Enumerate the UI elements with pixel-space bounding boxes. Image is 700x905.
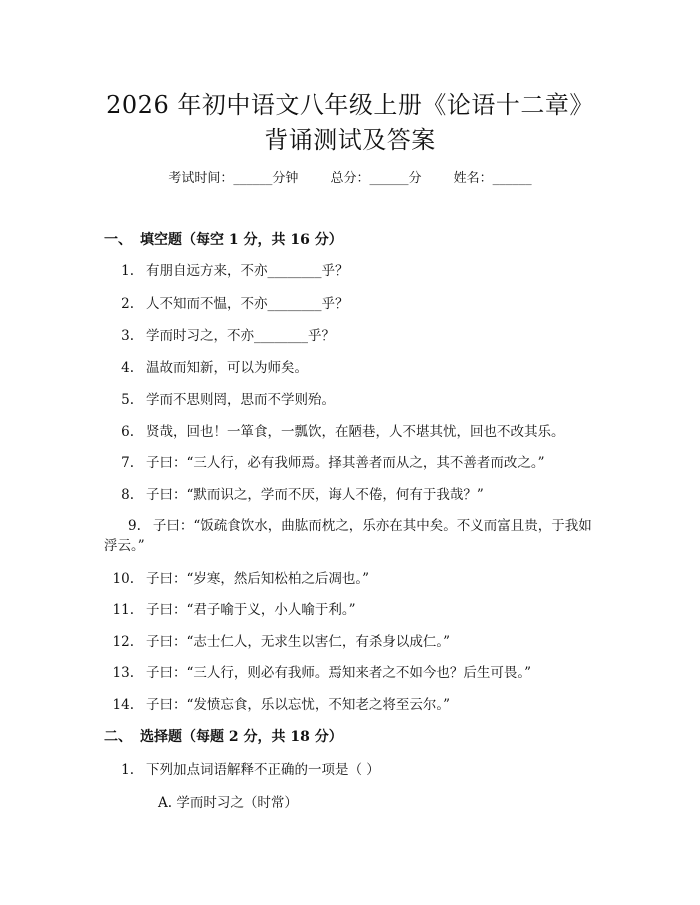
item-number: 1.	[121, 762, 134, 778]
list-item	[104, 422, 604, 442]
item-text: 子曰：“发愤忘食，乐以忘忧，不知老之将至云尔。”	[146, 697, 451, 713]
list-item	[104, 569, 604, 589]
item-text: 子曰：“志士仁人，无求生以害仁，有杀身以成仁。”	[146, 634, 451, 650]
item-text: 学而不思则罔，思而不学则殆。	[146, 392, 335, 408]
item-number: 2.	[121, 296, 134, 312]
item-number: 1.	[121, 263, 134, 279]
item-number: 14.	[112, 697, 134, 713]
item-text: 子曰：“默而识之，学而不厌，诲人不倦，何有于我哉？”	[146, 487, 484, 503]
list-item	[104, 453, 604, 473]
item-text: 人不知而不愠，不亦________乎？	[146, 296, 349, 312]
item-number: 9.	[128, 518, 141, 534]
item-number: 3.	[121, 328, 134, 344]
item-number: 11.	[112, 602, 134, 618]
item-text: 子曰：“三人行，则必有我师。焉知来者之不如今也？后生可畏。”	[146, 665, 532, 681]
item-number: 12.	[112, 634, 134, 650]
list-item	[104, 516, 604, 556]
list-item	[104, 294, 604, 314]
item-number: 8.	[121, 487, 134, 503]
item-number: 13.	[112, 665, 134, 681]
item-number: 4.	[121, 360, 134, 376]
section-heading-choice	[104, 727, 343, 747]
list-item	[104, 358, 604, 378]
item-text: 学而时习之，不亦________乎？	[146, 328, 335, 344]
list-item	[104, 760, 604, 780]
list-item	[104, 485, 604, 505]
list-item	[104, 600, 604, 620]
page-title-line-1: 2026 年初中语文八年级上册《论语十二章》	[106, 91, 594, 119]
section-label: 选择题（每题 2 分，共 18 分）	[140, 729, 343, 745]
item-number: 5.	[121, 392, 134, 408]
total-score-field: 总分：______分	[330, 171, 422, 186]
item-number: 6.	[121, 424, 134, 440]
item-text: 贤哉，回也！一箪食，一瓢饮，在陋巷，人不堪其忧，回也不改其乐。	[146, 424, 565, 440]
item-text: 子曰：“岁寒，然后知松柏之后凋也。”	[146, 571, 370, 587]
exam-time-field: 考试时间：______分钟	[168, 171, 299, 186]
item-text: 温故而知新，可以为师矣。	[146, 360, 308, 376]
list-item	[104, 390, 604, 410]
list-item	[104, 663, 604, 683]
list-item	[104, 632, 604, 652]
section-heading-fill	[104, 230, 343, 250]
section-number: 一、	[104, 232, 132, 248]
choice-option: A. 学而时习之（时常）	[158, 795, 298, 811]
item-text: 子曰：“饭疏食饮水，曲肱而枕之，乐亦在其中矣。不义而富且贵，于我如浮云。”	[104, 518, 592, 554]
item-text: 有朋自远方来，不亦________乎？	[146, 263, 349, 279]
section-label: 填空题（每空 1 分，共 16 分）	[140, 232, 343, 248]
exam-meta	[0, 170, 700, 188]
item-number: 7.	[121, 455, 134, 471]
list-item	[104, 261, 604, 281]
student-name-field: 姓名：______	[453, 171, 532, 186]
item-text: 子曰：“三人行，必有我师焉。择其善者而从之，其不善者而改之。”	[146, 455, 545, 471]
page-title-line-2: 背诵测试及答案	[264, 126, 436, 154]
item-text: 子曰：“君子喻于义，小人喻于利。”	[146, 602, 356, 618]
list-item	[104, 326, 604, 346]
section-number: 二、	[104, 729, 132, 745]
list-item	[104, 695, 604, 715]
item-text: 下列加点词语解释不正确的一项是（ ）	[146, 762, 380, 778]
item-number: 10.	[112, 571, 134, 587]
